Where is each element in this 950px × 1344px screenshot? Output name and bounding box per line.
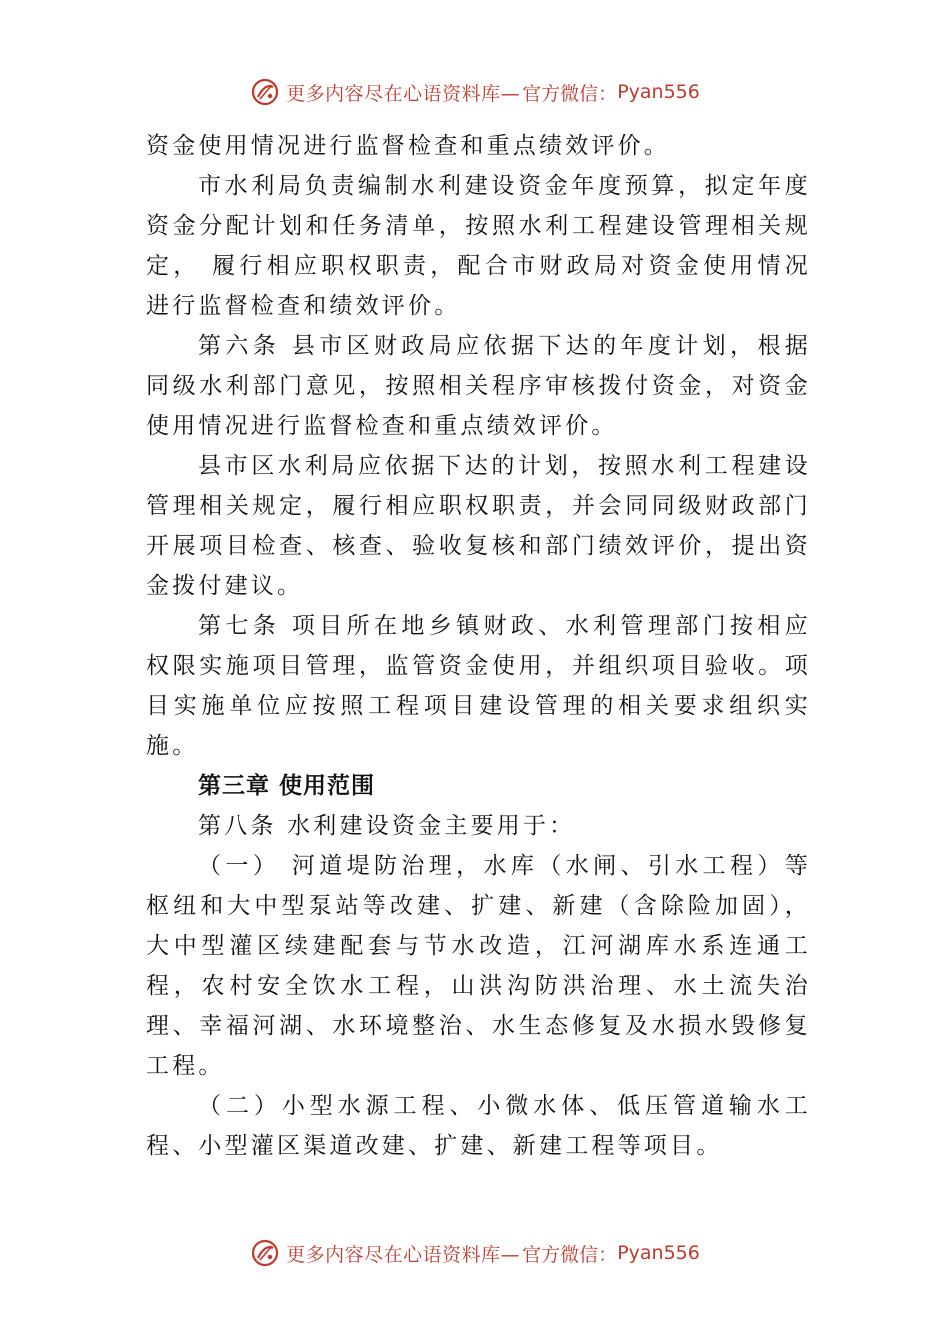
paragraph-article-6: 第六条 县市区财政局应依据下达的年度计划，根据同级水利部门意见，按照相关程序审核拨付资金，对资金使用情况进行监督检查和重点绩效评价。 bbox=[146, 333, 811, 439]
list-item-1: （一） 河道堤防治理，水库（水闸、引水工程）等枢纽和大中型泵站等改建、扩建、新建（含除险加固），大中型灌区续建配套与节水改造，江河湖库水系连通工程，农村安全饮水工程，山洪沟防洪治理、水土流失治理、幸福河湖、水环境整治、水生态修复及水损水毁修复工程。 bbox=[146, 853, 811, 1079]
paragraph-article-7: 第七条 项目所在地乡镇财政、水利管理部门按相应权限实施项目管理，监管资金使用，并组织项目验收。项目实施单位应按照工程项目建设管理的相关要求组织实施。 bbox=[146, 613, 811, 759]
paragraph: 市水利局负责编制水利建设资金年度预算，拟定年度资金分配计划和任务清单，按照水利工程建设管理相关规定， 履行相应职权职责，配合市财政局对资金使用情况进行监督检查和绩效评价。 bbox=[146, 173, 811, 319]
watermark-wechat-id: Pyan556 bbox=[617, 1242, 700, 1264]
watermark-wechat-id: Pyan556 bbox=[617, 81, 700, 103]
logo-icon bbox=[250, 77, 280, 107]
watermark-text: 更多内容尽在心语资料库— bbox=[286, 82, 521, 105]
watermark-wechat-label: 官方微信： bbox=[522, 1243, 618, 1266]
logo-icon bbox=[250, 1238, 280, 1268]
watermark-wechat-label: 官方微信： bbox=[522, 82, 618, 105]
chapter-heading: 第三章 使用范围 bbox=[198, 773, 376, 799]
paragraph: 县市区水利局应依据下达的计划，按照水利工程建设管理相关规定，履行相应职权职责，并会同同级财政部门开展项目检查、核查、验收复核和部门绩效评价，提出资金拨付建议。 bbox=[146, 453, 811, 599]
watermark-text: 更多内容尽在心语资料库— bbox=[286, 1243, 521, 1266]
paragraph: 资金使用情况进行监督检查和重点绩效评价。 bbox=[146, 133, 670, 159]
paragraph-article-8: 第八条 水利建设资金主要用于： bbox=[198, 813, 576, 839]
watermark-header bbox=[0, 72, 950, 112]
list-item-2: （二）小型水源工程、小微水体、低压管道输水工程、小型灌区渠道改建、扩建、新建工程等项目。 bbox=[146, 1093, 811, 1159]
watermark-footer bbox=[0, 1233, 950, 1273]
document-body bbox=[146, 126, 811, 1166]
